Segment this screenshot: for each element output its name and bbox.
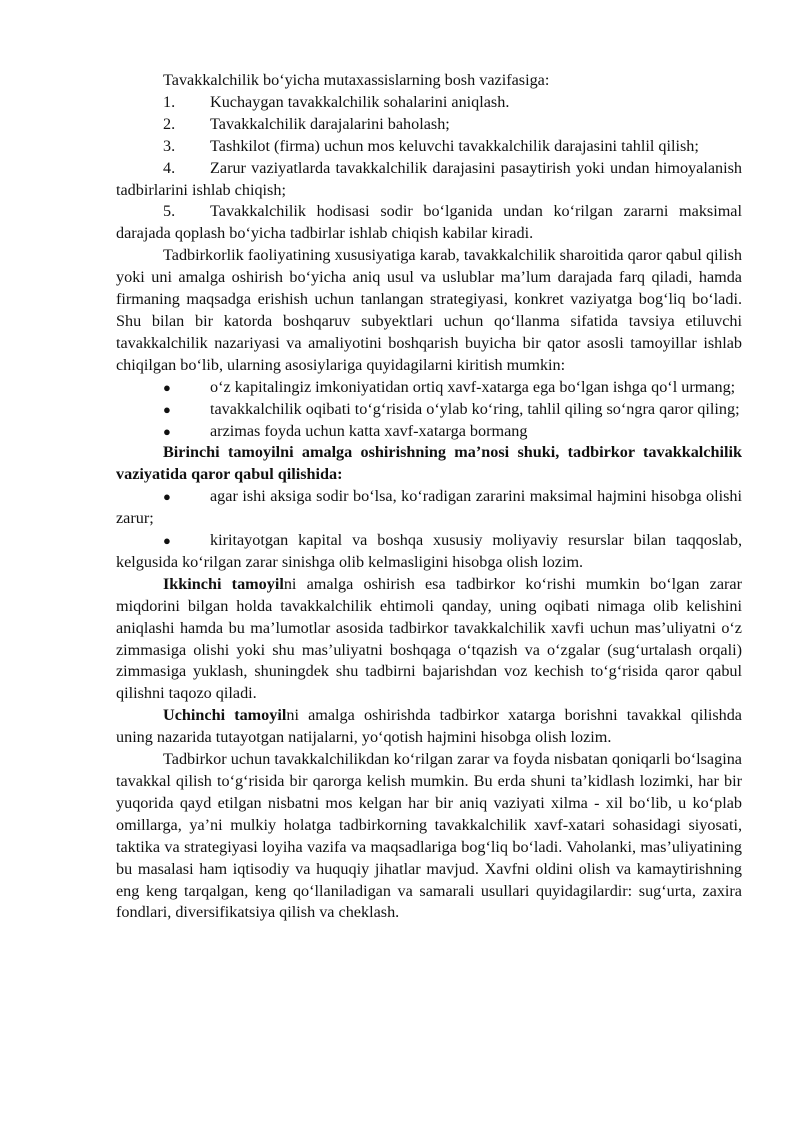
third-principle-lead: Uchinchi tamoyil: [163, 706, 287, 725]
task-number: 3.: [163, 136, 176, 155]
bullet-icon: ●: [163, 489, 171, 505]
bullet-icon: ●: [163, 533, 171, 549]
bullet-item: [116, 486, 742, 530]
task-number: 4.: [163, 158, 176, 177]
task-text: Tashkilot (firma) uchun mos keluvchi tavakkalchilik darajasini tahlil qilish;: [210, 136, 699, 155]
paragraph-principles-intro: Tadbirkorlik faoliyatining xususiyatiga karab, tavakkalchilik sharoitida qaror qabul qilish yoki uni amalga oshirish bo‘yicha aniq usul va uslublar ma’lum darajada farq qiladi, hamda firmaning maqsadga erishish uchun tanlangan strategiyasi, konkret vaziyatga bog‘liq bo‘ladi. Shu bilan bir katorda boshqaruv subyektlari uchun qo‘llanma sifatida tavsiya etiluvchi tavakkalchilik nazariyasi va amaliyotini boshqarish buyicha bir qator asosli tamoyillar ishlab chiqilgan bo‘lib, ularning asosiylariga quyidagilarni kiritish mumkin:: [116, 246, 742, 374]
third-principle-paragraph: [116, 705, 742, 749]
task-text: Tavakkalchilik darajalarini baholash;: [210, 114, 450, 133]
task-item: [116, 114, 742, 136]
document-page: [116, 70, 742, 924]
task-item: [116, 158, 742, 202]
bullet-text: arzimas foyda uchun katta xavf-xatarga bormang: [210, 421, 528, 440]
first-principle-points: [116, 486, 742, 574]
third-principle-text: ni amalga oshirishda tadbirkor xatarga borishni tavakkal qilishda uning nazarida tutayotgan natijalarni, yo‘qotish hajmini hisobga olish lozim.: [116, 706, 742, 747]
task-text: Tavakkalchilik hodisasi sodir bo‘lganida undan ko‘rilgan zararni maksimal darajada qoplash bo‘yicha tadbirlar ishlab chiqish kabilar kiradi.: [116, 202, 742, 243]
bullet-icon: ●: [163, 423, 171, 439]
task-list: [116, 92, 742, 245]
task-item: [116, 201, 742, 245]
bullet-icon: ●: [163, 379, 171, 395]
bullet-item: [116, 399, 742, 421]
first-principle-heading: Birinchi tamoyilni amalga oshirishning ma’nosi shuki, tadbirkor tavakkalchilik vaziyatida qaror qabul qilishida:: [116, 443, 742, 484]
bullet-text: kiritayotgan kapital va boshqa xususiy moliyaviy resurslar bilan taqqoslab, kelgusida ko‘rilgan zarar sinishga olib kelmasligini hisobga olish lozim.: [116, 531, 742, 571]
task-item: [116, 92, 742, 114]
task-number: 5.: [163, 202, 176, 221]
principles-list: [116, 377, 742, 443]
bullet-item: [116, 530, 742, 574]
task-text: Kuchaygan tavakkalchilik sohalarini aniqlash.: [210, 92, 510, 111]
task-number: 2.: [163, 114, 176, 133]
bullet-item: [116, 421, 742, 443]
bullet-text: o‘z kapitalingiz imkoniyatidan ortiq xavf-xatarga ega bo‘lgan ishga qo‘l urmang;: [210, 377, 736, 396]
closing-paragraph: Tadbirkor uchun tavakkalchilikdan ko‘rilgan zarar va foyda nisbatan qoniqarli bo‘lsagina tavakkal qilish to‘g‘risida bir qarorga kelish mumkin. Bu erda shuni ta’kidlash lozimki, har bir yuqorida qayd etilgan nisbatni mos kelgan har bir aniq vaziyati xilma - xil bo‘lib, u ko‘plab omillarga, ya’ni mulkiy holatga tadbirkorning tavakkalchilik xavf-xatari sohasidagi siyosati, taktika va strategiyasi loyiha vazifa va maqsadlariga bog‘liq bo‘ladi. Vaholanki, mas’uliyatining bu masalasi ham iqtisodiy va huquqiy jihatlar mavjud. Xavfni oldini olish va kamaytirishning eng keng tarqalgan, keng qo‘llaniladigan va samarali usullari quyidagilardir: sug‘urta, zaxira fondlari, diversifikatsiya qilish va cheklash.: [116, 750, 742, 922]
second-principle-text: ni amalga oshirish esa tadbirkor ko‘rishi mumkin bo‘lgan zarar miqdorini bilgan holda tavakkalchilik ehtimoli qanday, uning oqibati nimaga olib kelishini aniqlashi hamda bu ma’lumotlar asosida tadbirkor tavakkalchilik xavfi uchun mas’uliyatni o‘z zimmasiga olishi yoki shu mas’uliyatni boshqaga o‘tqazish va o‘zgalar (sug‘urtalash orqali) zimmasiga yuklash, shuningdek shu tadbirni bajarishdan voz kechish to‘g‘risida qaror qabul qilishni taqozo qiladi.: [116, 574, 742, 703]
task-number: 1.: [163, 92, 176, 111]
task-text: Zarur vaziyatlarda tavakkalchilik darajasini pasaytirish yoki undan himoyalanish tadbirlarini ishlab chiqish;: [116, 158, 742, 199]
task-item: [116, 136, 742, 158]
bullet-text: tavakkalchilik oqibati to‘g‘risida o‘ylab ko‘ring, tahlil qiling so‘ngra qaror qiling;: [210, 399, 740, 418]
second-principle-paragraph: [116, 574, 742, 705]
bullet-item: [116, 377, 742, 399]
intro-line: Tavakkalchilik bo‘yicha mutaxassislarning bosh vazifasiga:: [163, 71, 550, 89]
bullet-icon: ●: [163, 401, 171, 417]
bullet-text: agar ishi aksiga sodir bo‘lsa, ko‘radigan zararini maksimal hajmini hisobga olishi zarur;: [116, 487, 742, 528]
second-principle-lead: Ikkinchi tamoyil: [163, 574, 284, 593]
